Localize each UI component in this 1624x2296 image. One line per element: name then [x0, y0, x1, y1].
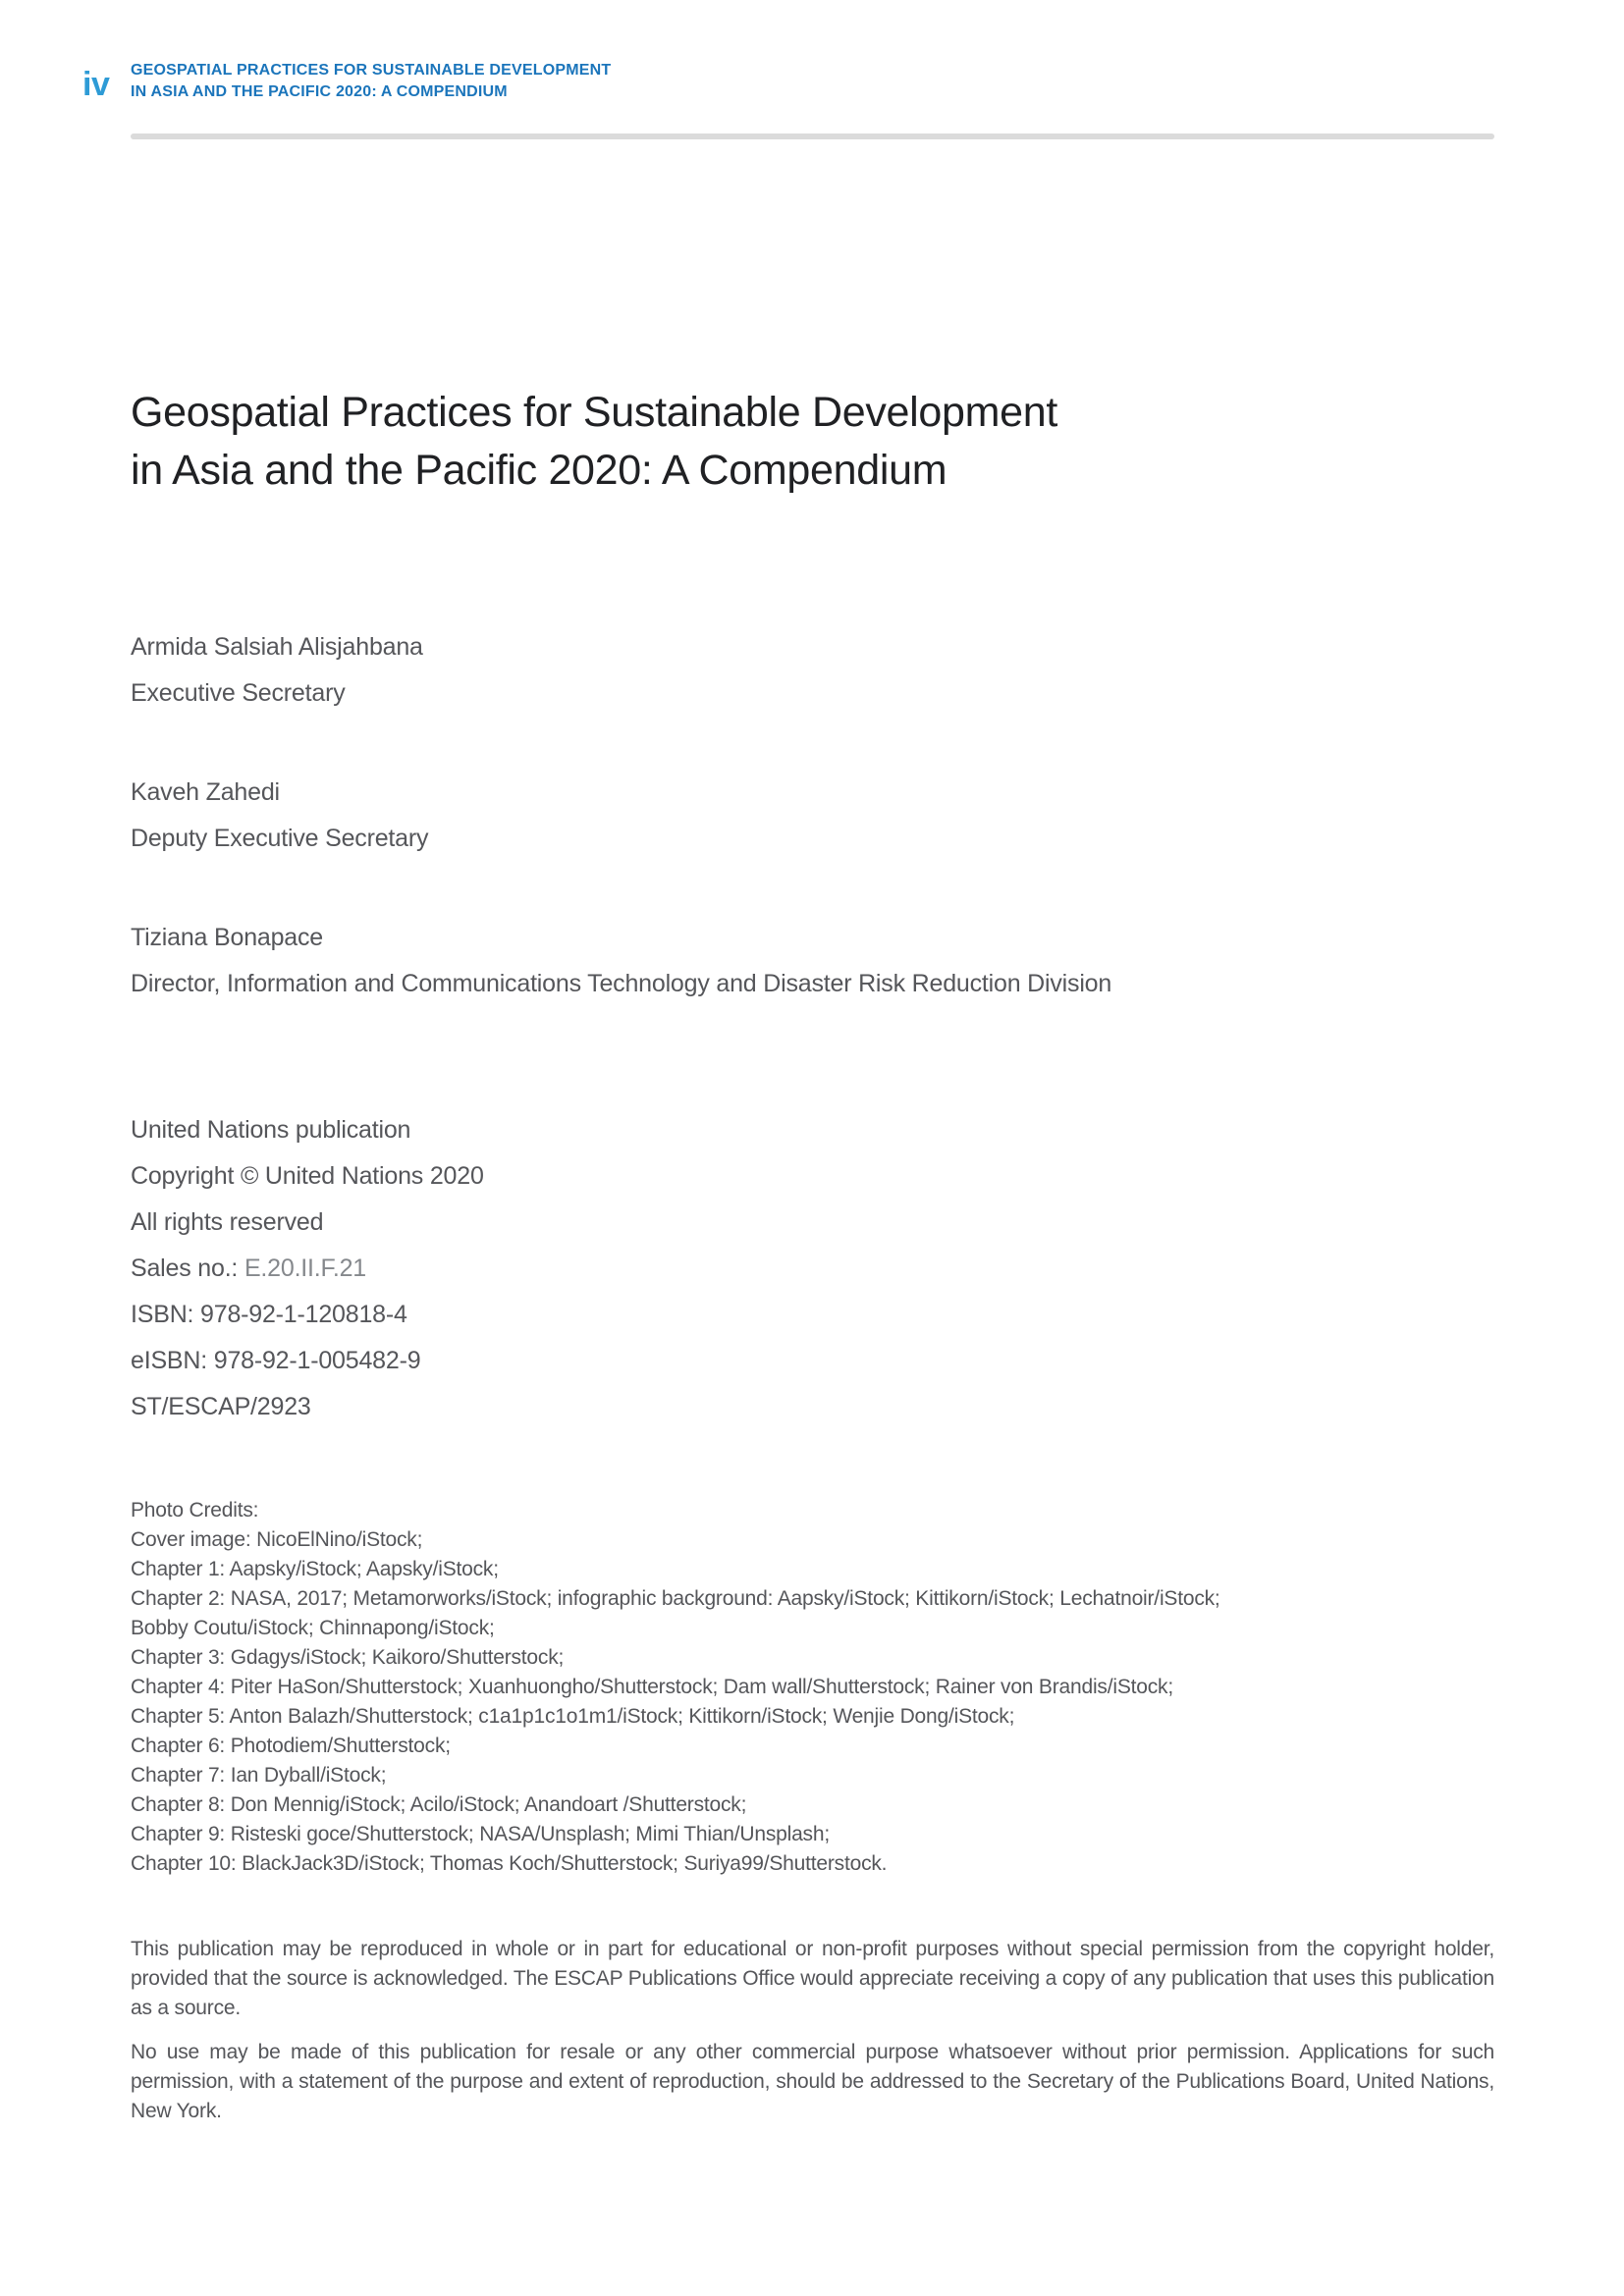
document-symbol: ST/ESCAP/2923: [131, 1393, 311, 1420]
eisbn-line: eISBN: 978-92-1-005482-9: [131, 1347, 421, 1374]
credit-line: Chapter 8: Don Mennig/iStock; Acilo/iStock; Anandoart /Shutterstock;: [131, 1793, 747, 1816]
credit-line: Chapter 5: Anton Balazh/Shutterstock; c1a1p1c1o1m1/iStock; Kittikorn/iStock; Wenjie Dong/iStock;: [131, 1705, 1015, 1728]
credit-line: Bobby Coutu/iStock; Chinnapong/iStock;: [131, 1617, 495, 1639]
running-title-line2: IN ASIA AND THE PACIFIC 2020: A COMPENDIUM: [131, 82, 508, 100]
credit-line: Chapter 2: NASA, 2017; Metamorworks/iStock; infographic background: Aapsky/iStock; Kittikorn/iStock; Lechatnoir/iStock;: [131, 1587, 1220, 1610]
publication-type: United Nations publication: [131, 1116, 411, 1144]
copyright-line: Copyright © United Nations 2020: [131, 1162, 484, 1190]
sales-number-label: Sales no.:: [131, 1255, 244, 1282]
page-number: iv: [82, 66, 110, 103]
author-role: Director, Information and Communications Technology and Disaster Risk Reduction Division: [131, 970, 1112, 997]
reproduction-permission-paragraph: This publication may be reproduced in whole or in part for educational or non-profit purposes without special permission from the copyright holder, provided that the source is acknowledged. The ESCAP Publications Office would appreciate receiving a copy of any publication that uses this publication as a source.: [131, 1938, 1494, 2019]
authors-section: [131, 624, 1111, 1060]
author-name: Kaveh Zahedi: [131, 778, 280, 806]
photo-credits-heading: Photo Credits:: [131, 1499, 259, 1522]
publication-info: [131, 1107, 484, 1430]
credit-line: Cover image: NicoElNino/iStock;: [131, 1528, 423, 1551]
author-role: Executive Secretary: [131, 679, 346, 707]
credit-line: Chapter 7: Ian Dyball/iStock;: [131, 1764, 387, 1787]
book-title: [131, 384, 1057, 500]
credit-line: Chapter 6: Photodiem/Shutterstock;: [131, 1735, 451, 1757]
book-title-line2: in Asia and the Pacific 2020: A Compendium: [131, 447, 947, 494]
isbn-line: ISBN: 978-92-1-120818-4: [131, 1301, 407, 1328]
running-title-line1: GEOSPATIAL PRACTICES FOR SUSTAINABLE DEVELOPMENT: [131, 62, 612, 79]
author-name: Armida Salsiah Alisjahbana: [131, 633, 423, 661]
book-title-line1: Geospatial Practices for Sustainable Development: [131, 389, 1058, 436]
sales-number-line: [131, 1246, 484, 1292]
credit-line: Chapter 3: Gdagys/iStock; Kaikoro/Shutterstock;: [131, 1646, 565, 1669]
photo-credits-section: [131, 1496, 1220, 1879]
author-block: [131, 624, 1111, 717]
credit-line: Chapter 10: BlackJack3D/iStock; Thomas Koch/Shutterstock; Suriya99/Shutterstock.: [131, 1852, 888, 1875]
rights-line: All rights reserved: [131, 1208, 324, 1236]
sales-number-value: E.20.II.F.21: [244, 1255, 367, 1282]
credit-line: Chapter 1: Aapsky/iStock; Aapsky/iStock;: [131, 1558, 499, 1580]
credit-line: Chapter 4: Piter HaSon/Shutterstock; Xuanhuongho/Shutterstock; Dam wall/Shutterstock; Rainer von Brandis/iStock;: [131, 1676, 1173, 1698]
author-name: Tiziana Bonapace: [131, 924, 324, 951]
author-role: Deputy Executive Secretary: [131, 825, 429, 852]
resale-restriction-paragraph: No use may be made of this publication for resale or any other commercial purpose whatsoever without prior permission. Applications for such permission, with a statement of the purpose and extent of reproduction, should be addressed to the Secretary of the Publications Board, United Nations, New York.: [131, 2041, 1494, 2122]
running-title: [131, 60, 611, 102]
author-block: [131, 770, 1111, 862]
author-block: [131, 915, 1111, 1007]
credit-line: Chapter 9: Risteski goce/Shutterstock; NASA/Unsplash; Mimi Thian/Unsplash;: [131, 1823, 830, 1845]
header-divider: [131, 133, 1494, 139]
